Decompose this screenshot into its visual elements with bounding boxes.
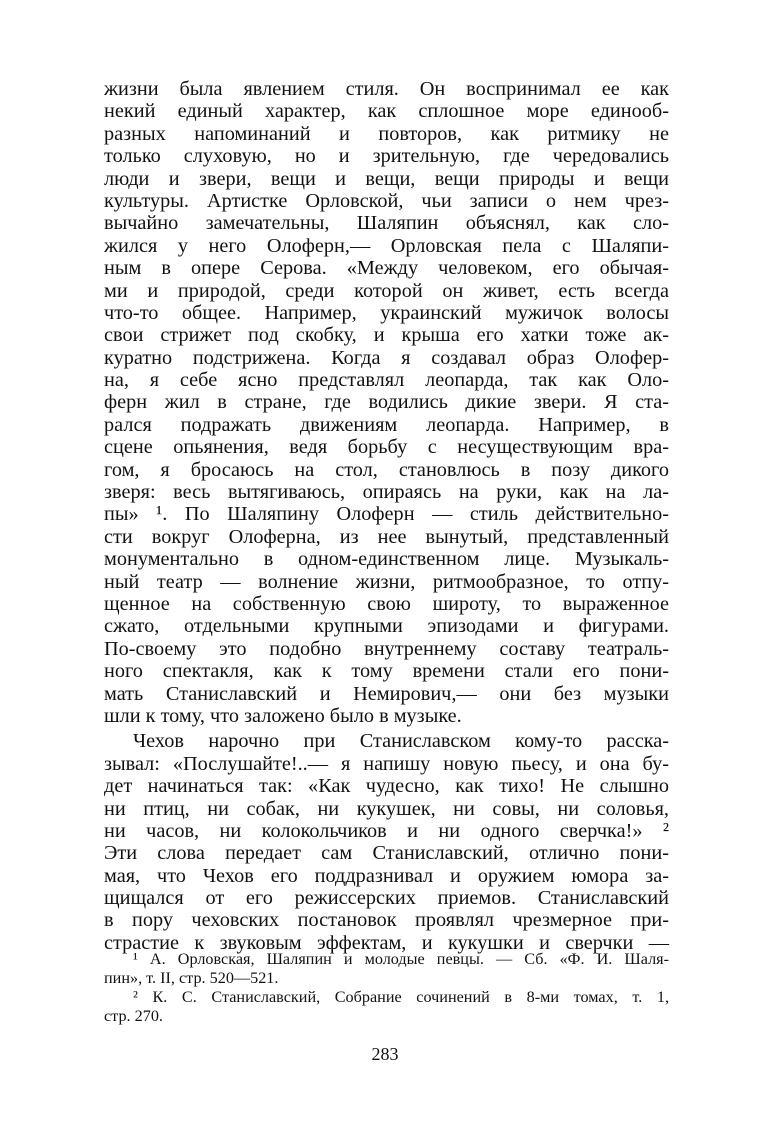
text-line: на, я себе ясно представлял леопарда, так как Оло- [104, 369, 669, 392]
text-line: куратно подстрижена. Когда я создавал образ Олофер- [104, 346, 669, 369]
paragraph [104, 78, 669, 727]
text-line: щищался от его режиссерских приемов. Станиславский [104, 887, 669, 910]
footnote-line: ² К. С. Станиславский, Собрание сочинений в 8-ми томах, т. 1, [133, 988, 669, 1006]
text-line: ми и природой, среди которой он живет, есть всегда [104, 279, 669, 302]
text-line: мать Станиславский и Немирович,— они без музыки [104, 682, 669, 705]
text-line: ного спектакля, как к тому времени стали его пони- [104, 660, 669, 683]
text-line: жизни была явлением стиля. Он воспринимал ее как [104, 78, 669, 100]
text-line: Эти слова передает сам Станиславский, отлично пони- [104, 842, 669, 865]
text-line: ферн жил в стране, где водились дикие звери. Я ста- [104, 391, 669, 414]
text-line: дет начинаться так: «Как чудесно, как тихо! Не слышно [104, 775, 669, 798]
footnote-line: стр. 270. [104, 1007, 163, 1025]
text-line: люди и звери, вещи и вещи, вещи природы и вещи [104, 167, 669, 190]
footnote-line: пин», т. II, стр. 520—521. [104, 969, 279, 987]
text-line: гом, я бросаюсь на стол, становлюсь в позу дикого [104, 458, 669, 481]
text-line: рался подражать движениям леопарда. Например, в [104, 413, 669, 436]
text-line: сцене опьянения, ведя борьбу с несуществующим вра- [104, 436, 669, 459]
text-line: в пору чеховских постановок проявлял чрезмерное при- [104, 909, 669, 932]
text-line: пы» ¹. По Шаляпину Олоферн — стиль действительно- [104, 503, 669, 526]
text-line: ным в опере Серова. «Между человеком, его обычая- [104, 257, 669, 280]
main-text [104, 78, 669, 954]
text-line: сти вокруг Олоферна, из нее вынутый, представленный [104, 525, 669, 548]
text-line: что-то общее. Например, украинский мужичок волосы [104, 301, 669, 324]
text-line: страстие к звуковым эффектам, и кукушки и сверчки — [104, 931, 669, 954]
footnotes [104, 950, 669, 1026]
text-line: свои стрижет под скобку, и крыша его хатки тоже ак- [104, 324, 669, 347]
text-line: вычайно замечательны, Шаляпин объяснял, как сло- [104, 212, 669, 235]
footnote [104, 988, 669, 1026]
text-line: ни часов, ни колокольчиков и ни одного сверчка!» ² [104, 819, 669, 842]
text-line: ни птиц, ни собак, ни кукушек, ни совы, ни соловья, [104, 797, 669, 820]
text-line: только слуховую, но и зрительную, где чередовались [104, 145, 669, 168]
text-line: зывал: «Послушайте!..— я напишу новую пьесу, и она бу- [104, 752, 669, 775]
text-line: Чехов нарочно при Станиславском кому-то расска- [133, 730, 669, 753]
text-line: культуры. Артистке Орловской, чьи записи о нем чрез- [104, 189, 669, 212]
text-line: зверя: весь вытягиваюсь, опираясь на руки, как на ла- [104, 481, 669, 504]
text-line: разных напоминаний и повторов, как ритмику не [104, 122, 669, 145]
footnote [104, 950, 669, 988]
text-line: ный театр — волнение жизни, ритмообразное, то отпу- [104, 570, 669, 593]
text-line: монументально в одном-единственном лице. Музыкаль- [104, 548, 669, 571]
footnote-line: ¹ А. Орловская, Шаляпин и молодые певцы. — Сб. «Ф. И. Шаля- [133, 950, 669, 968]
text-line: По-своему это подобно внутреннему составу театраль- [104, 637, 669, 660]
text-line: шли к тому, что заложено было в музыке. [104, 704, 462, 727]
text-line: сжато, отдельными крупными эпизодами и фигурами. [104, 615, 669, 638]
text-line: некий единый характер, как сплошное море единооб- [104, 100, 669, 123]
paragraph [104, 730, 669, 954]
text-line: щенное на собственную свою широту, то выраженное [104, 592, 669, 615]
text-line: жился у него Олоферн,— Орловская пела с Шаляпи- [104, 234, 669, 257]
text-line: мая, что Чехов его поддразнивал и оружием юмора за- [104, 864, 669, 887]
page-number: 283 [371, 1044, 399, 1064]
